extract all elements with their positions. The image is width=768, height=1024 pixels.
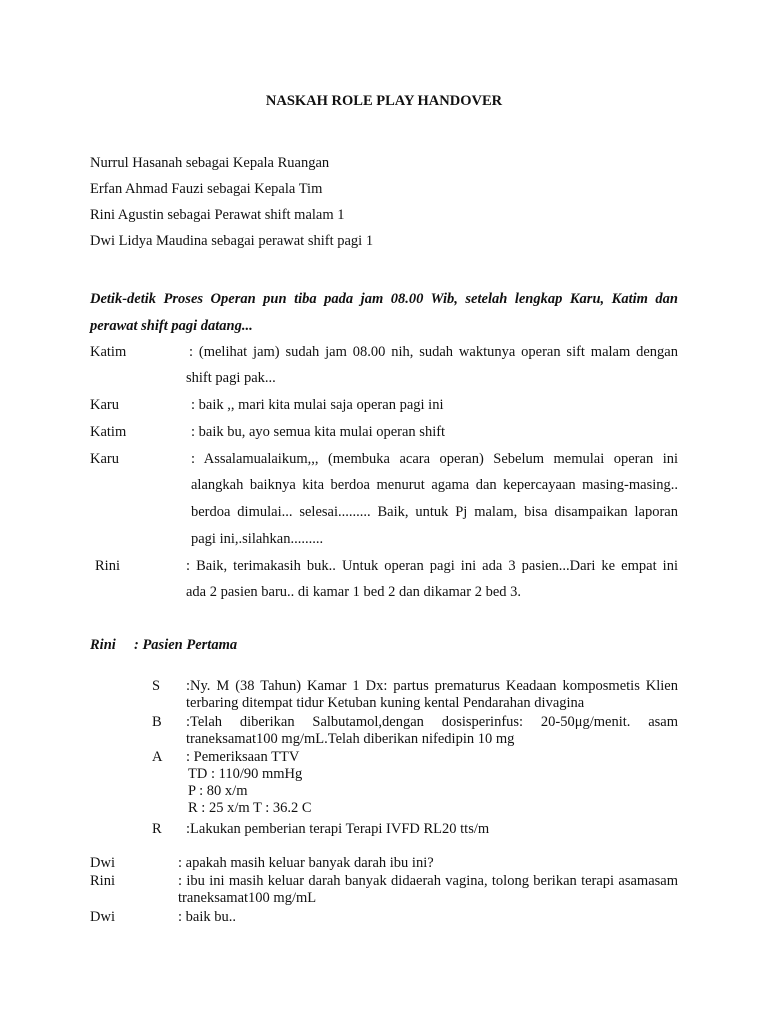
speech-line: : Baik, terimakasih buk.. Untuk operan pagi ini ada 3 pasien...Dari ke empat ini: [186, 558, 678, 574]
speaker-label: Rini: [90, 873, 115, 889]
speech-line: : (melihat jam) sudah jam 08.00 nih, sudah waktunya operan sift malam dengan: [189, 344, 678, 360]
sbar-letter: R: [152, 821, 162, 837]
sbar-text: :Ny. M (38 Tahun) Kamar 1 Dx: partus prematurus Keadaan komposmetis Klien terbaring ditempat tidur Ketuban kuning kental Pendarahan divagina: [186, 678, 678, 711]
speech-line: : baik bu, ayo semua kita mulai operan shift: [191, 424, 446, 440]
sbar-text: : Pemeriksaan TTV: [186, 749, 300, 765]
speaker-label: Dwi: [90, 855, 115, 871]
speaker-label: Karu: [90, 397, 119, 413]
speech-line: alangkah baiknya kita berdoa menurut agama dan kepercayaan masing-masing..: [191, 477, 678, 493]
speaker-label: Rini: [95, 558, 120, 574]
speech-line: pagi ini,.silahkan.........: [191, 531, 324, 547]
speech-line: : apakah masih keluar banyak darah ibu ini?: [178, 855, 434, 871]
cast-line: Rini Agustin sebagai Perawat shift malam 1: [90, 207, 345, 223]
sbar-text: TD : 110/90 mmHg: [188, 766, 303, 782]
sbar-text: :Telah diberikan Salbutamol,dengan dosisperinfus: 20-50μg/menit. asam traneksamat100 mg/mL.Telah diberikan nifedipin 10 mg: [186, 714, 678, 747]
speech-line: ada 2 pasien baru.. di kamar 1 bed 2 dan dikamar 2 bed 3.: [186, 584, 522, 600]
sbar-text: :Lakukan pemberian terapi Terapi IVFD RL20 tts/m: [186, 821, 490, 837]
speaker-label: Karu: [90, 451, 119, 467]
section-label: : Pasien Pertama: [134, 637, 238, 653]
speech-line: : baik ,, mari kita mulai saja operan pagi ini: [191, 397, 444, 413]
cast-line: Nurrul Hasanah sebagai Kepala Ruangan: [90, 155, 330, 171]
speaker-label: Dwi: [90, 909, 115, 925]
sbar-text: R : 25 x/m T : 36.2 C: [188, 800, 312, 816]
speech-line: berdoa dimulai... selesai......... Baik, untuk Pj malam, bisa disampaikan laporan: [191, 504, 678, 520]
section-speaker: Rini: [90, 637, 116, 653]
speech-line: : baik bu..: [178, 909, 236, 925]
sbar-text: P : 80 x/m: [188, 783, 248, 799]
speech-line: shift pagi pak...: [186, 370, 276, 386]
intro-line: perawat shift pagi datang...: [90, 318, 253, 334]
cast-line: Dwi Lidya Maudina sebagai perawat shift pagi 1: [90, 233, 374, 249]
sbar-letter: S: [152, 678, 161, 694]
cast-line: Erfan Ahmad Fauzi sebagai Kepala Tim: [90, 181, 323, 197]
speech-line: : ibu ini masih keluar darah banyak didaerah vagina, tolong berikan terapi asamasam traneksamat100 mg/mL: [178, 873, 678, 906]
speech-line: : Assalamualaikum,,, (membuka acara operan) Sebelum memulai operan ini: [191, 451, 678, 467]
page-title: NASKAH ROLE PLAY HANDOVER: [265, 93, 503, 109]
sbar-letter: B: [152, 714, 162, 730]
speaker-label: Katim: [90, 424, 127, 440]
intro-line: Detik-detik Proses Operan pun tiba pada jam 08.00 Wib, setelah lengkap Karu, Katim dan: [90, 291, 678, 307]
speaker-label: Katim: [90, 344, 127, 360]
sbar-letter: A: [152, 749, 163, 765]
